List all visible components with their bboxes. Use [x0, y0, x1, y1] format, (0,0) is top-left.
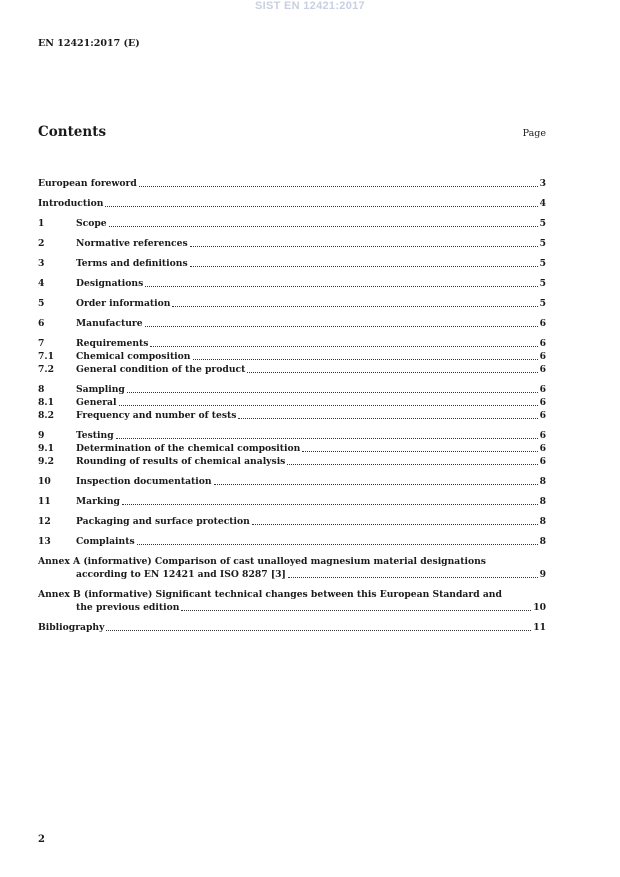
document-id: EN 12421:2017 (E) [38, 38, 140, 49]
toc-page-number: 6 [539, 318, 546, 329]
toc-page-number: 3 [539, 178, 546, 189]
toc-page-number: 6 [539, 351, 546, 362]
toc-page-number: 9 [539, 569, 546, 580]
toc-entry-9-1[interactable]: 9.1 Determination of the chemical composition 6 [38, 443, 546, 454]
toc-entry-foreword[interactable]: European foreword 3 [38, 178, 546, 189]
toc-entry-1[interactable]: 1 Scope 5 [38, 218, 546, 229]
toc-entry-2[interactable]: 2 Normative references 5 [38, 238, 546, 249]
toc-entry-9-2[interactable]: 9.2 Rounding of results of chemical analysis 6 [38, 456, 546, 467]
toc-entry-annex-a[interactable]: Annex A (informative) Comparison of cast unalloyed magnesium material designations according to EN 12421 and ISO 8287 [3] 9 [38, 556, 546, 580]
toc-entry-4[interactable]: 4 Designations 5 [38, 278, 546, 289]
toc-page-number: 8 [539, 476, 546, 487]
table-of-contents [38, 177, 546, 634]
toc-page-number: 5 [539, 238, 546, 249]
watermark: SIST EN 12421:2017 [255, 0, 365, 12]
toc-page-number: 5 [539, 278, 546, 289]
toc-entry-bibliography[interactable]: Bibliography 11 [38, 622, 546, 633]
toc-entry-introduction[interactable]: Introduction 4 [38, 198, 546, 209]
toc-entry-9[interactable]: 9 Testing 6 [38, 430, 546, 441]
toc-entry-6[interactable]: 6 Manufacture 6 [38, 318, 546, 329]
toc-page-number: 6 [539, 364, 546, 375]
toc-page-number: 6 [539, 430, 546, 441]
toc-entry-10[interactable]: 10 Inspection documentation 8 [38, 476, 546, 487]
toc-entry-8-2[interactable]: 8.2 Frequency and number of tests 6 [38, 410, 546, 421]
toc-entry-annex-b[interactable]: Annex B (informative) Significant technical changes between this European Standard and the previous edition 10 [38, 589, 546, 613]
toc-entry-13[interactable]: 13 Complaints 8 [38, 536, 546, 547]
toc-entry-8[interactable]: 8 Sampling 6 [38, 384, 546, 395]
toc-entry-12[interactable]: 12 Packaging and surface protection 8 [38, 516, 546, 527]
toc-entry-7-1[interactable]: 7.1 Chemical composition 6 [38, 351, 546, 362]
toc-page-number: 6 [539, 397, 546, 408]
toc-entry-11[interactable]: 11 Marking 8 [38, 496, 546, 507]
toc-page-number: 5 [539, 218, 546, 229]
toc-page-number: 6 [539, 410, 546, 421]
toc-page-number: 5 [539, 258, 546, 269]
page-column-label: Page [522, 128, 546, 139]
toc-page-number: 4 [539, 198, 546, 209]
page-number: 2 [38, 834, 45, 845]
toc-page-number: 6 [539, 456, 546, 467]
toc-page-number: 6 [539, 384, 546, 395]
toc-entry-7-2[interactable]: 7.2 General condition of the product 6 [38, 364, 546, 375]
toc-entry-7[interactable]: 7 Requirements 6 [38, 338, 546, 349]
toc-page-number: 8 [539, 536, 546, 547]
toc-page-number: 6 [539, 443, 546, 454]
toc-page-number: 5 [539, 298, 546, 309]
toc-page-number: 11 [533, 622, 546, 633]
toc-entry-5[interactable]: 5 Order information 5 [38, 298, 546, 309]
toc-page-number: 6 [539, 338, 546, 349]
toc-entry-3[interactable]: 3 Terms and definitions 5 [38, 258, 546, 269]
contents-title: Contents [38, 124, 107, 140]
toc-page-number: 8 [539, 516, 546, 527]
toc-entry-8-1[interactable]: 8.1 General 6 [38, 397, 546, 408]
toc-page-number: 8 [539, 496, 546, 507]
toc-page-number: 10 [533, 602, 546, 613]
